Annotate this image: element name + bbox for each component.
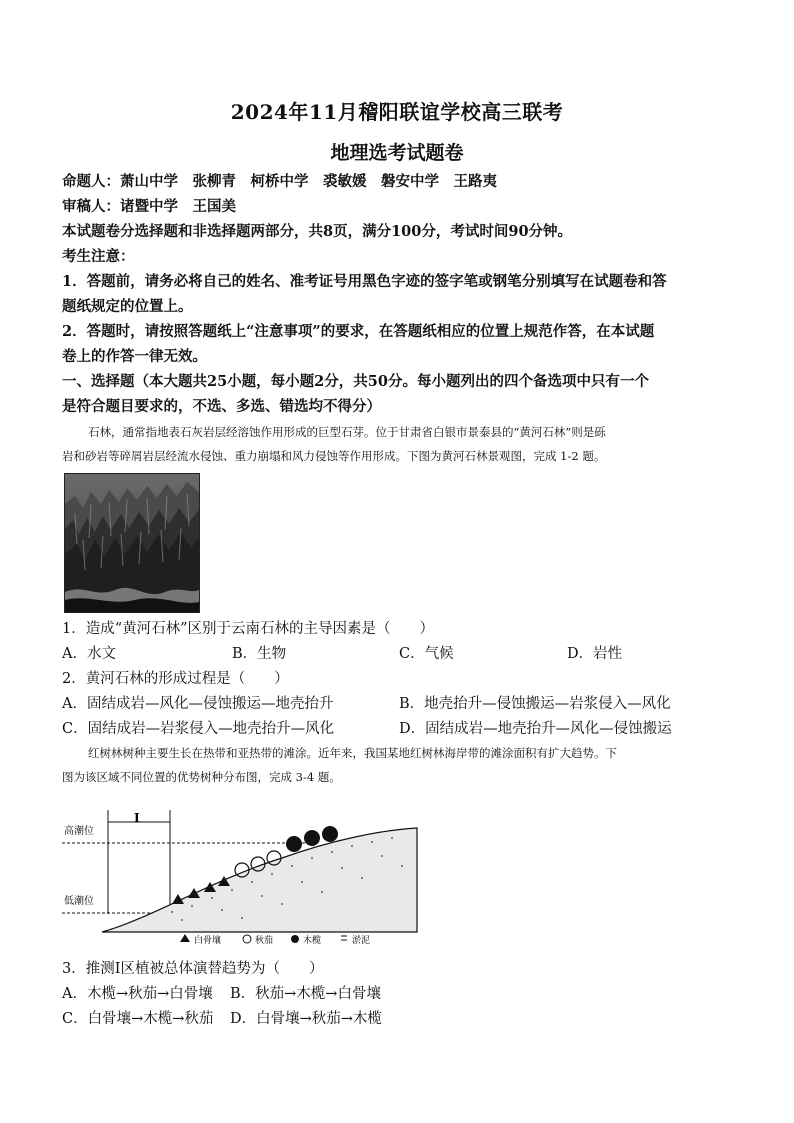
intro-line: 本试题卷分选择题和非选择题两部分，共8页，满分100分，考试时间90分钟。 bbox=[62, 223, 573, 240]
legend-avicennia: 白骨壤 bbox=[194, 936, 222, 946]
notice-title: 考生注意： bbox=[62, 248, 135, 265]
passage2-line2: 图为该区域不同位置的优势树种分布图，完成 3-4 题。 bbox=[62, 770, 341, 784]
q3-option-b[interactable]: B．秋茄→木榄→白骨壤 bbox=[230, 986, 381, 1002]
reviewer-line: 审稿人：诸暨中学 王国美 bbox=[62, 198, 236, 215]
notice-1a: 1．答题前，请务必将自己的姓名、准考证号用黑色字迹的签字笔或钢笔分别填写在试题卷和答 bbox=[62, 273, 667, 290]
q1-option-c[interactable]: C．气候 bbox=[399, 646, 454, 662]
legend-avicennia-icon bbox=[180, 934, 190, 942]
q2-option-b[interactable]: B．地壳抬升—侵蚀搬运—岩浆侵入—风化 bbox=[399, 696, 671, 712]
passage1-line2: 岩和砂岩等碎屑岩层经流水侵蚀、重力崩塌和风力侵蚀等作用形成。下图为黄河石林景观图，完成 1-2 题。 bbox=[62, 449, 606, 463]
diagram-legend bbox=[180, 934, 370, 946]
mangrove-zonation-diagram bbox=[62, 800, 422, 950]
legend-kandelia-icon bbox=[243, 935, 251, 943]
notice-2a: 2．答题时，请按照答题纸上“注意事项”的要求，在答题纸相应的位置上规范作答，在本试题 bbox=[62, 323, 655, 340]
section1-head-b: 是符合题目要求的，不选、多选、错选均不得分） bbox=[62, 398, 381, 415]
high-tide-label: 高潮位 bbox=[64, 826, 94, 837]
exam-title: 2024年11月稽阳联谊学校高三联考 bbox=[230, 100, 564, 124]
q1-option-d[interactable]: D．岩性 bbox=[567, 646, 623, 662]
q2-stem: 2．黄河石林的形成过程是（ ） bbox=[62, 671, 289, 687]
q1-stem: 1．造成“黄河石林”区别于云南石林的主导因素是（ ） bbox=[62, 621, 435, 637]
q2-option-c[interactable]: C．固结成岩—岩浆侵入—地壳抬升—风化 bbox=[62, 721, 335, 737]
legend-bruguiera-icon bbox=[291, 935, 299, 943]
q2-option-a[interactable]: A．固结成岩—风化—侵蚀搬运—地壳抬升 bbox=[62, 696, 334, 712]
q2-option-d[interactable]: D．固结成岩—地壳抬升—风化—侵蚀搬运 bbox=[399, 721, 672, 737]
low-tide-label: 低潮位 bbox=[64, 896, 94, 907]
notice-2b: 卷上的作答一律无效。 bbox=[62, 348, 207, 365]
q3-stem: 3．推测Ⅰ区植被总体演替趋势为（ ） bbox=[62, 961, 324, 977]
stone-forest-image bbox=[65, 474, 199, 612]
legend-mud: 淤泥 bbox=[352, 936, 371, 946]
q3-option-c[interactable]: C．白骨壤→木榄→秋茄 bbox=[62, 1011, 214, 1027]
q1-option-a[interactable]: A．水文 bbox=[62, 646, 116, 662]
passage1-line1: 石林，通常指地表石灰岩层经溶蚀作用形成的巨型石芽。位于甘肃省白银市景泰县的“黄河石林”则是砾 bbox=[88, 425, 606, 439]
exam-subtitle: 地理选考试题卷 bbox=[330, 142, 464, 164]
q1-option-b[interactable]: B．生物 bbox=[232, 646, 287, 662]
q3-option-d[interactable]: D．白骨壤→秋茄→木榄 bbox=[230, 1011, 382, 1027]
legend-bruguiera: 木榄 bbox=[303, 936, 322, 946]
notice-1b: 题纸规定的位置上。 bbox=[62, 298, 193, 315]
section1-head-a: 一、选择题（本大题共25小题，每小题2分，共50分。每小题列出的四个备选项中只有一个 bbox=[62, 373, 649, 390]
passage2-line1: 红树林树种主要生长在热带和亚热带的滩涂。近年来，我国某地红树林海岸带的滩涂面积有扩大趋势。下 bbox=[88, 746, 617, 760]
q3-option-a[interactable]: A．木榄→秋茄→白骨壤 bbox=[62, 986, 213, 1002]
mudflat-slope bbox=[102, 828, 417, 932]
authors-line: 命题人：萧山中学 张柳青 柯桥中学 裘敏媛 磐安中学 王路夷 bbox=[62, 173, 497, 190]
legend-kandelia: 秋茄 bbox=[255, 936, 274, 946]
stone-forest-photo bbox=[64, 473, 200, 613]
zone-i-label: I bbox=[134, 811, 140, 825]
